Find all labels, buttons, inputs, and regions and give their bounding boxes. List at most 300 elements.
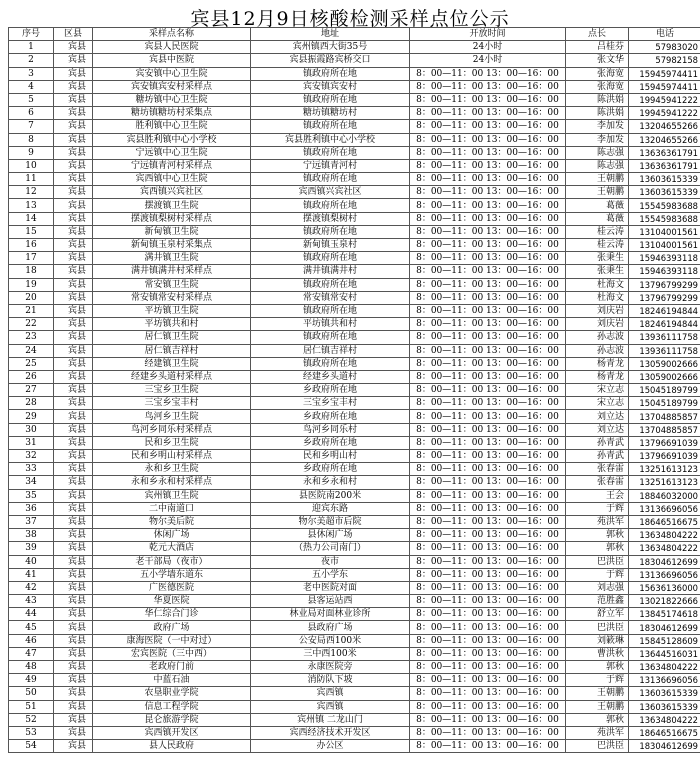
row-site-name: 摆渡镇卫生院 <box>93 199 251 212</box>
row-county: 宾县 <box>54 489 93 502</box>
row-site-leader: 张春雷 <box>566 463 629 476</box>
table-row <box>9 159 700 172</box>
row-phone: 13634804222 <box>629 661 700 674</box>
row-site-name: 华夏医院 <box>93 595 251 608</box>
table-row <box>9 199 700 212</box>
row-address: 宾州镇西大街35号 <box>251 41 410 54</box>
row-phone: 18646516675 <box>629 515 700 528</box>
row-phone: 15946393118 <box>629 265 700 278</box>
row-phone: 13636361791 <box>629 146 700 159</box>
row-phone: 13845174618 <box>629 608 700 621</box>
row-phone: 13796691039 <box>629 450 700 463</box>
row-phone: 13021822666 <box>629 595 700 608</box>
row-open-hours: 24小时 <box>410 41 566 54</box>
row-county: 宾县 <box>54 740 93 753</box>
row-site-leader: 曹洪秋 <box>566 647 629 660</box>
row-number: 9 <box>9 146 54 159</box>
row-phone: 13603615339 <box>629 700 700 713</box>
row-county: 宾县 <box>54 107 93 120</box>
row-county: 宾县 <box>54 726 93 739</box>
row-site-leader: 张海宽 <box>566 80 629 93</box>
row-phone: 57982158 <box>629 54 700 67</box>
row-number: 49 <box>9 674 54 687</box>
row-site-leader: 张文华 <box>566 54 629 67</box>
row-number: 26 <box>9 370 54 383</box>
row-phone: 13796691039 <box>629 436 700 449</box>
row-open-hours: 8：00—11：00 13：00—16：00 <box>410 318 566 331</box>
row-site-name: 宁远镇中心卫生院 <box>93 146 251 159</box>
row-open-hours: 8：00—11：00 13：00—16：00 <box>410 595 566 608</box>
row-site-name: 宾县胜利镇中心小学校 <box>93 133 251 146</box>
table-row <box>9 542 700 555</box>
row-open-hours: 8：00—11：00 13：00—16：00 <box>410 700 566 713</box>
row-address: 夜市 <box>251 555 410 568</box>
row-open-hours: 8：00—11：00 13：00—16：00 <box>410 133 566 146</box>
row-site-leader: 杨青龙 <box>566 357 629 370</box>
row-open-hours: 8：00—11：00 13：00—16：00 <box>410 608 566 621</box>
row-address: （热力公司南门） <box>251 542 410 555</box>
row-number: 32 <box>9 450 54 463</box>
table-header-row <box>9 28 700 41</box>
row-number: 25 <box>9 357 54 370</box>
row-site-leader: 王朝鹏 <box>566 687 629 700</box>
row-county: 宾县 <box>54 291 93 304</box>
row-phone: 13634804222 <box>629 713 700 726</box>
row-number: 29 <box>9 410 54 423</box>
table-row <box>9 647 700 660</box>
row-number: 22 <box>9 318 54 331</box>
row-address: 县客运站西 <box>251 595 410 608</box>
row-open-hours: 8：00—11：00 13：00—16：00 <box>410 687 566 700</box>
row-address: 镇政府所在地 <box>251 278 410 291</box>
row-site-leader: 葛薇 <box>566 199 629 212</box>
row-number: 52 <box>9 713 54 726</box>
row-phone: 15636136000 <box>629 581 700 594</box>
row-number: 13 <box>9 199 54 212</box>
table-row <box>9 529 700 542</box>
row-open-hours: 8：00—11：00 13：00—16：00 <box>410 621 566 634</box>
row-open-hours: 8：00—11：00 13：00—16：00 <box>410 370 566 383</box>
row-site-leader: 杨青龙 <box>566 370 629 383</box>
row-site-name: 常安镇卫生院 <box>93 278 251 291</box>
table-row <box>9 410 700 423</box>
row-site-leader: 李加发 <box>566 133 629 146</box>
row-phone: 18646516675 <box>629 726 700 739</box>
row-address: 宾西镇兴宾社区 <box>251 186 410 199</box>
row-open-hours: 8：00—11：00 13：00—16：00 <box>410 331 566 344</box>
row-site-leader: 孙志波 <box>566 331 629 344</box>
row-open-hours: 8：00—11：00 13：00—16：00 <box>410 581 566 594</box>
row-phone: 13251613123 <box>629 476 700 489</box>
row-number: 31 <box>9 436 54 449</box>
row-address: 镇政府所在地 <box>251 199 410 212</box>
row-site-name: 摆渡镇梨树村采样点 <box>93 212 251 225</box>
row-phone: 19945941222 <box>629 93 700 106</box>
row-county: 宾县 <box>54 133 93 146</box>
row-county: 宾县 <box>54 423 93 436</box>
table-body <box>9 41 700 753</box>
row-address: 宾安镇宾安村 <box>251 80 410 93</box>
row-number: 42 <box>9 581 54 594</box>
row-site-name: 糖坊镇中心卫生院 <box>93 93 251 106</box>
row-site-name: 胜利镇中心卫生院 <box>93 120 251 133</box>
header-site-leader: 点长 <box>566 28 629 41</box>
row-phone: 13704885857 <box>629 410 700 423</box>
row-site-name: 宾县人民医院 <box>93 41 251 54</box>
row-county: 宾县 <box>54 93 93 106</box>
row-site-name: 物尔美后院 <box>93 515 251 528</box>
row-county: 宾县 <box>54 687 93 700</box>
row-phone: 13204655266 <box>629 120 700 133</box>
table-row <box>9 107 700 120</box>
row-number: 45 <box>9 621 54 634</box>
table-row <box>9 489 700 502</box>
row-site-leader: 葛薇 <box>566 212 629 225</box>
row-county: 宾县 <box>54 304 93 317</box>
table-row <box>9 674 700 687</box>
table-row <box>9 515 700 528</box>
row-site-leader: 郭秋 <box>566 661 629 674</box>
header-site-name: 采样点名称 <box>93 28 251 41</box>
row-county: 宾县 <box>54 581 93 594</box>
row-site-leader: 桂云涛 <box>566 239 629 252</box>
header-number: 序号 <box>9 28 54 41</box>
row-open-hours: 8：00—11：00 13：00—16：00 <box>410 291 566 304</box>
table-row <box>9 463 700 476</box>
row-number: 28 <box>9 397 54 410</box>
row-open-hours: 8：00—11：00 13：00—16：00 <box>410 120 566 133</box>
row-open-hours: 8：00—11：00 13：00—16：00 <box>410 502 566 515</box>
row-number: 1 <box>9 41 54 54</box>
table-row <box>9 476 700 489</box>
table-row <box>9 581 700 594</box>
row-site-name: 常安镇常安村采样点 <box>93 291 251 304</box>
row-open-hours: 8：00—11：00 13：00—16：00 <box>410 67 566 80</box>
row-address: 宾西镇 <box>251 700 410 713</box>
row-site-name: 华仁综合门诊 <box>93 608 251 621</box>
row-phone: 13936111758 <box>629 331 700 344</box>
row-county: 宾县 <box>54 159 93 172</box>
row-address: 永康医院旁 <box>251 661 410 674</box>
row-open-hours: 8：00—11：00 13：00—16：00 <box>410 212 566 225</box>
row-county: 宾县 <box>54 80 93 93</box>
row-open-hours: 8：00—11：00 13：00—16：00 <box>410 265 566 278</box>
row-county: 宾县 <box>54 370 93 383</box>
table-row <box>9 423 700 436</box>
row-number: 17 <box>9 252 54 265</box>
row-number: 2 <box>9 54 54 67</box>
row-open-hours: 8：00—11：00 13：00—16：00 <box>410 80 566 93</box>
row-site-leader: 巴洪臣 <box>566 555 629 568</box>
row-county: 宾县 <box>54 397 93 410</box>
row-open-hours: 8：00—11：00 13：00—16：00 <box>410 225 566 238</box>
row-site-name: 县人民政府 <box>93 740 251 753</box>
row-open-hours: 8：00—11：00 13：00—16：00 <box>410 555 566 568</box>
row-phone: 13251613123 <box>629 463 700 476</box>
table-row <box>9 54 700 67</box>
row-county: 宾县 <box>54 146 93 159</box>
row-site-name: 宏宾医院（三中西） <box>93 647 251 660</box>
row-address: 宾西镇 <box>251 687 410 700</box>
row-site-name: 乾元大酒店 <box>93 542 251 555</box>
row-site-leader: 苑洪军 <box>566 726 629 739</box>
row-phone: 13796799299 <box>629 291 700 304</box>
row-open-hours: 8：00—11：00 13：00—16：00 <box>410 146 566 159</box>
row-site-leader: 郭秋 <box>566 713 629 726</box>
row-site-leader: 巴洪臣 <box>566 621 629 634</box>
row-number: 12 <box>9 186 54 199</box>
row-county: 宾县 <box>54 674 93 687</box>
row-address: 迎宾东路 <box>251 502 410 515</box>
row-site-leader: 苑洪军 <box>566 515 629 528</box>
row-county: 宾县 <box>54 54 93 67</box>
row-phone: 15946393118 <box>629 252 700 265</box>
row-open-hours: 8：00—11：00 13：00—16：00 <box>410 661 566 674</box>
table-row <box>9 41 700 54</box>
table-row <box>9 384 700 397</box>
table-row <box>9 397 700 410</box>
row-open-hours: 8：00—11：00 13：00—16：00 <box>410 726 566 739</box>
table-row <box>9 146 700 159</box>
row-site-leader: 郭秋 <box>566 542 629 555</box>
row-address: 镇政府所在地 <box>251 304 410 317</box>
table-row <box>9 740 700 753</box>
row-county: 宾县 <box>54 634 93 647</box>
row-site-name: 鸟河乡卫生院 <box>93 410 251 423</box>
row-address: 居仁镇吉祥村 <box>251 344 410 357</box>
row-site-leader: 吕桂芬 <box>566 41 629 54</box>
table-row <box>9 93 700 106</box>
row-site-name: 休闲广场 <box>93 529 251 542</box>
table-row <box>9 713 700 726</box>
row-site-leader: 于辉 <box>566 568 629 581</box>
row-site-name: 宾西镇兴宾社区 <box>93 186 251 199</box>
row-county: 宾县 <box>54 265 93 278</box>
row-phone: 13603615339 <box>629 186 700 199</box>
row-phone: 13204655266 <box>629 133 700 146</box>
row-county: 宾县 <box>54 344 93 357</box>
row-open-hours: 8：00—11：00 13：00—16：00 <box>410 344 566 357</box>
row-site-leader: 巴洪臣 <box>566 740 629 753</box>
row-county: 宾县 <box>54 318 93 331</box>
row-county: 宾县 <box>54 239 93 252</box>
row-site-name: 宾西镇开发区 <box>93 726 251 739</box>
row-address: 民和乡明山村 <box>251 450 410 463</box>
row-site-leader: 郭秋 <box>566 529 629 542</box>
row-number: 23 <box>9 331 54 344</box>
row-site-leader: 杜海文 <box>566 291 629 304</box>
row-address: 消防队下坡 <box>251 674 410 687</box>
row-address: 县医院南200米 <box>251 489 410 502</box>
table-row <box>9 252 700 265</box>
row-address: 镇政府所在地 <box>251 120 410 133</box>
row-open-hours: 8：00—11：00 13：00—16：00 <box>410 436 566 449</box>
row-site-name: 康海医院（一中对过） <box>93 634 251 647</box>
row-site-leader: 王朝鹏 <box>566 186 629 199</box>
row-county: 宾县 <box>54 476 93 489</box>
row-county: 宾县 <box>54 199 93 212</box>
row-phone: 13136696056 <box>629 674 700 687</box>
row-open-hours: 8：00—11：00 13：00—16：00 <box>410 489 566 502</box>
row-number: 35 <box>9 489 54 502</box>
row-open-hours: 8：00—11：00 13：00—16：00 <box>410 107 566 120</box>
row-site-name: 信息工程学院 <box>93 700 251 713</box>
row-site-name: 平坊镇共和村 <box>93 318 251 331</box>
row-address: 永和乡永和村 <box>251 476 410 489</box>
row-number: 53 <box>9 726 54 739</box>
table-row <box>9 173 700 186</box>
row-county: 宾县 <box>54 463 93 476</box>
table-row <box>9 67 700 80</box>
row-phone: 15045189799 <box>629 384 700 397</box>
row-county: 宾县 <box>54 555 93 568</box>
row-address: 宾州镇 二龙山门 <box>251 713 410 726</box>
row-number: 4 <box>9 80 54 93</box>
row-county: 宾县 <box>54 278 93 291</box>
row-number: 48 <box>9 661 54 674</box>
row-site-leader: 于辉 <box>566 674 629 687</box>
row-phone: 57983020 <box>629 41 700 54</box>
table-row <box>9 186 700 199</box>
row-site-name: 宾西镇中心卫生院 <box>93 173 251 186</box>
row-site-name: 老政府门前 <box>93 661 251 674</box>
row-phone: 13059002666 <box>629 370 700 383</box>
row-number: 30 <box>9 423 54 436</box>
row-site-leader: 刘立达 <box>566 410 629 423</box>
table-row <box>9 568 700 581</box>
row-number: 14 <box>9 212 54 225</box>
row-site-name: 平坊镇卫生院 <box>93 304 251 317</box>
row-phone: 18304612699 <box>629 555 700 568</box>
row-number: 33 <box>9 463 54 476</box>
row-site-leader: 李加发 <box>566 120 629 133</box>
row-phone: 13636361791 <box>629 159 700 172</box>
row-site-leader: 刘庆岩 <box>566 318 629 331</box>
row-site-leader: 于辉 <box>566 502 629 515</box>
row-county: 宾县 <box>54 700 93 713</box>
row-open-hours: 8：00—11：00 13：00—16：00 <box>410 304 566 317</box>
table-row <box>9 344 700 357</box>
table-row <box>9 370 700 383</box>
row-county: 宾县 <box>54 647 93 660</box>
row-open-hours: 8：00—11：00 13：00—16：00 <box>410 239 566 252</box>
table-row <box>9 436 700 449</box>
row-phone: 18304612699 <box>629 621 700 634</box>
table-row <box>9 291 700 304</box>
row-address: 镇政府所在地 <box>251 331 410 344</box>
row-county: 宾县 <box>54 568 93 581</box>
table-row <box>9 239 700 252</box>
row-site-leader: 杜海文 <box>566 278 629 291</box>
row-open-hours: 8：00—11：00 13：00—16：00 <box>410 410 566 423</box>
row-address: 镇政府所在地 <box>251 357 410 370</box>
row-number: 43 <box>9 595 54 608</box>
row-number: 39 <box>9 542 54 555</box>
row-site-leader: 刘立达 <box>566 423 629 436</box>
table-row <box>9 120 700 133</box>
table-row <box>9 133 700 146</box>
table-row <box>9 687 700 700</box>
table-row <box>9 661 700 674</box>
table-row <box>9 502 700 515</box>
row-open-hours: 8：00—11：00 13：00—16：00 <box>410 674 566 687</box>
row-site-name: 满井镇卫生院 <box>93 252 251 265</box>
row-phone: 18304612699 <box>629 740 700 753</box>
row-address: 摆渡镇梨树村 <box>251 212 410 225</box>
row-site-name: 糖坊镇糖坊村采集点 <box>93 107 251 120</box>
row-phone: 13104001561 <box>629 239 700 252</box>
row-phone: 15545983688 <box>629 212 700 225</box>
row-address: 镇政府所在地 <box>251 225 410 238</box>
row-address: 镇政府所在地 <box>251 67 410 80</box>
row-open-hours: 8：00—11：00 13：00—16：00 <box>410 278 566 291</box>
header-open-hours: 开放时间 <box>410 28 566 41</box>
row-number: 21 <box>9 304 54 317</box>
row-phone: 13796799299 <box>629 278 700 291</box>
row-phone: 13603615339 <box>629 687 700 700</box>
row-open-hours: 8：00—11：00 13：00—16：00 <box>410 740 566 753</box>
row-site-name: 三宝乡宝丰村 <box>93 397 251 410</box>
header-county: 区县 <box>54 28 93 41</box>
row-phone: 15045189799 <box>629 397 700 410</box>
row-site-name: 鸟河乡同乐村采样点 <box>93 423 251 436</box>
row-phone: 13704885857 <box>629 423 700 436</box>
row-number: 5 <box>9 93 54 106</box>
row-open-hours: 8：00—11：00 13：00—16：00 <box>410 357 566 370</box>
row-address: 公安局西100米 <box>251 634 410 647</box>
row-site-name: 老干部局（夜市） <box>93 555 251 568</box>
row-number: 40 <box>9 555 54 568</box>
row-number: 7 <box>9 120 54 133</box>
row-open-hours: 8：00—11：00 13：00—16：00 <box>410 397 566 410</box>
table-row <box>9 700 700 713</box>
table-row <box>9 80 700 93</box>
row-phone: 13136696056 <box>629 568 700 581</box>
row-county: 宾县 <box>54 450 93 463</box>
row-site-name: 经建乡头道村采样点 <box>93 370 251 383</box>
row-open-hours: 8：00—11：00 13：00—16：00 <box>410 384 566 397</box>
row-address: 宾西经济技术开发区 <box>251 726 410 739</box>
row-address: 满井镇满井村 <box>251 265 410 278</box>
row-site-leader: 陈志强 <box>566 146 629 159</box>
row-site-name: 经建镇卫生院 <box>93 357 251 370</box>
row-open-hours: 8：00—11：00 13：00—16：00 <box>410 529 566 542</box>
row-address: 三宝乡宝丰村 <box>251 397 410 410</box>
row-phone: 13603615339 <box>629 173 700 186</box>
row-site-name: 宾州镇卫生院 <box>93 489 251 502</box>
row-site-leader: 刘簌琳 <box>566 634 629 647</box>
row-county: 宾县 <box>54 436 93 449</box>
row-address: 三中西100米 <box>251 647 410 660</box>
row-site-leader: 孙青武 <box>566 450 629 463</box>
row-site-name: 广医德医院 <box>93 581 251 594</box>
row-address: 五小学东 <box>251 568 410 581</box>
row-county: 宾县 <box>54 212 93 225</box>
row-county: 宾县 <box>54 621 93 634</box>
table-row <box>9 608 700 621</box>
table-row <box>9 225 700 238</box>
row-county: 宾县 <box>54 384 93 397</box>
row-county: 宾县 <box>54 410 93 423</box>
row-address: 宾县振霞路宾桥交口 <box>251 54 410 67</box>
row-number: 54 <box>9 740 54 753</box>
table-row <box>9 304 700 317</box>
row-site-leader: 孙志波 <box>566 344 629 357</box>
row-site-leader: 王朝鹏 <box>566 700 629 713</box>
row-site-leader: 张秉生 <box>566 265 629 278</box>
page-title: 宾县12月9日核酸检测采样点位公示 <box>190 8 510 30</box>
row-number: 15 <box>9 225 54 238</box>
